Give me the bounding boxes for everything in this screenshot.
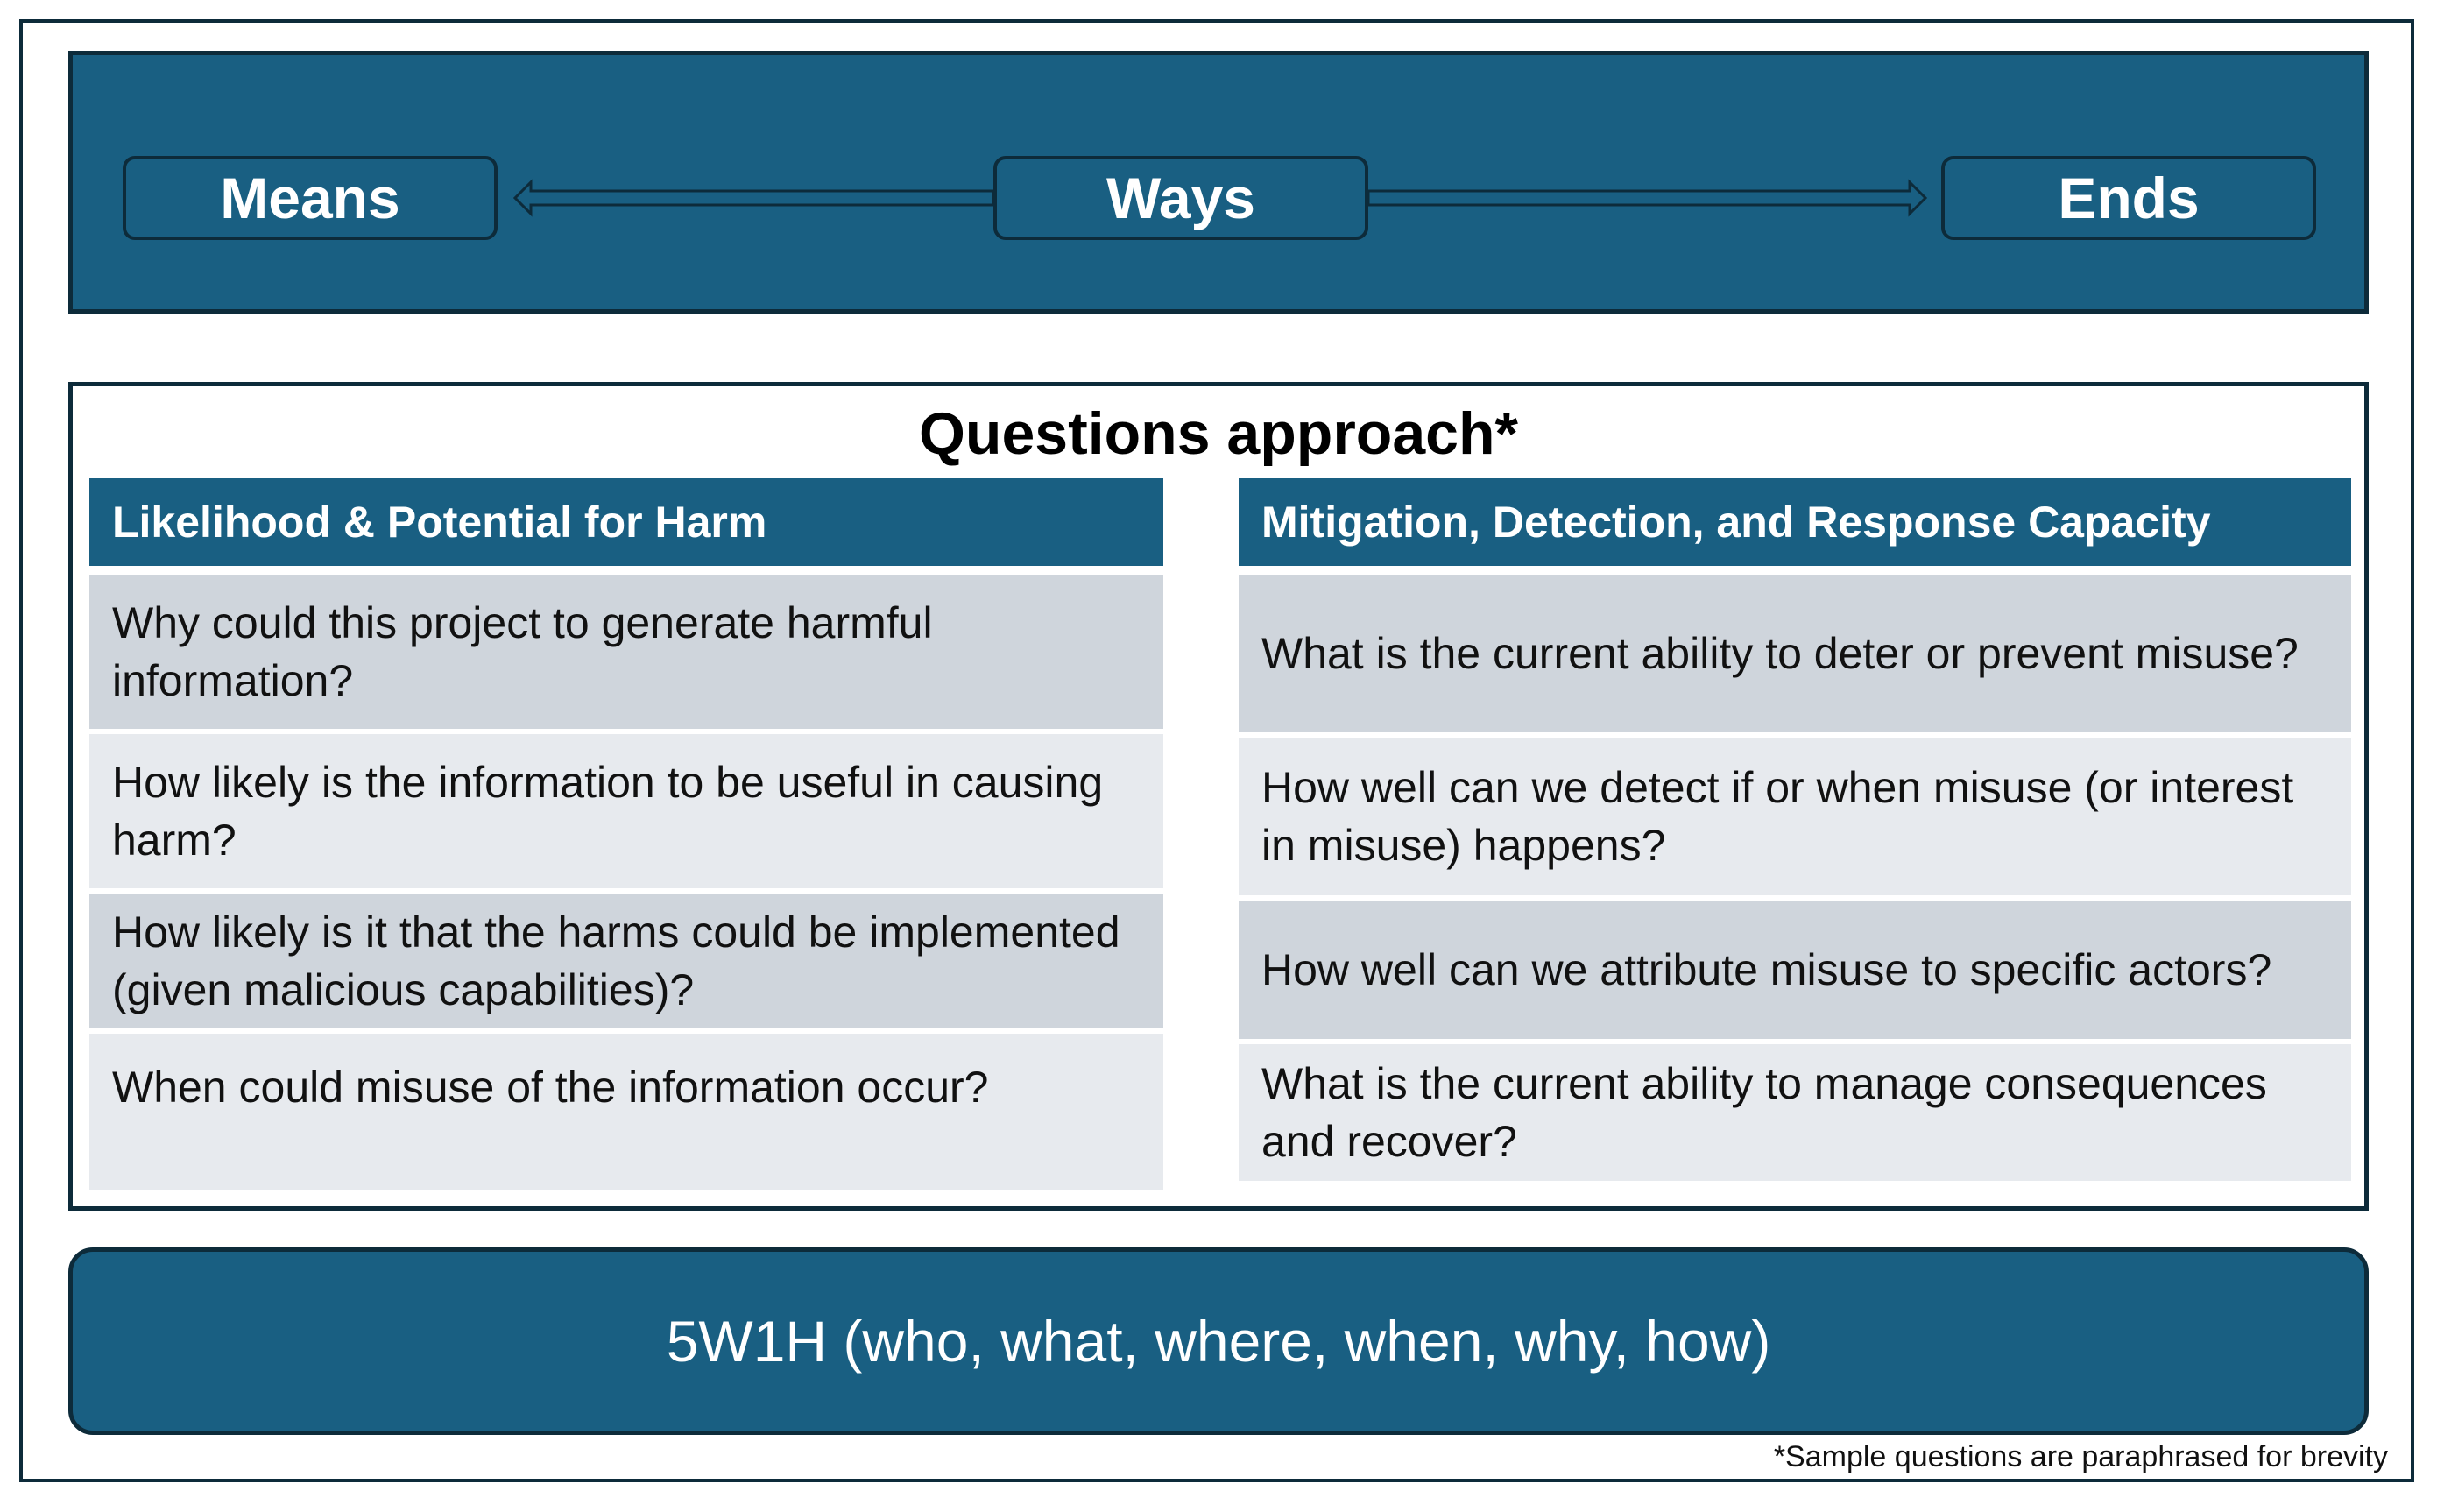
arrow-ways-to-ends: [1368, 182, 1925, 214]
5w1h-bar: 5W1H (who, what, where, when, why, how): [68, 1247, 2369, 1435]
footnote: *Sample questions are paraphrased for brevity: [1773, 1440, 2388, 1473]
question-row: How likely is it that the harms could be implemented (given malicious capabilities)?: [89, 894, 1163, 1028]
question-row: How likely is the information to be useful in causing harm?: [89, 734, 1163, 888]
ways-box: Ways: [993, 156, 1368, 240]
question-row: When could misuse of the information occur?: [89, 1034, 1163, 1190]
question-row: Why could this project to generate harmful information?: [89, 575, 1163, 729]
question-row: How well can we detect if or when misuse (or interest in misuse) happens?: [1239, 738, 2351, 895]
question-row: What is the current ability to manage consequences and recover?: [1239, 1044, 2351, 1181]
means-box: Means: [123, 156, 498, 240]
question-row: How well can we attribute misuse to specific actors?: [1239, 901, 2351, 1039]
likelihood-column: [89, 478, 1163, 1190]
questions-title: Questions approach*: [919, 400, 1518, 467]
mitigation-column: [1239, 478, 2351, 1181]
question-row: What is the current ability to deter or prevent misuse?: [1239, 575, 2351, 732]
likelihood-header: Likelihood & Potential for Harm: [89, 478, 1163, 566]
mitigation-header: Mitigation, Detection, and Response Capacity: [1239, 478, 2351, 566]
arrow-ways-to-means: [515, 182, 993, 214]
ends-box: Ends: [1941, 156, 2316, 240]
